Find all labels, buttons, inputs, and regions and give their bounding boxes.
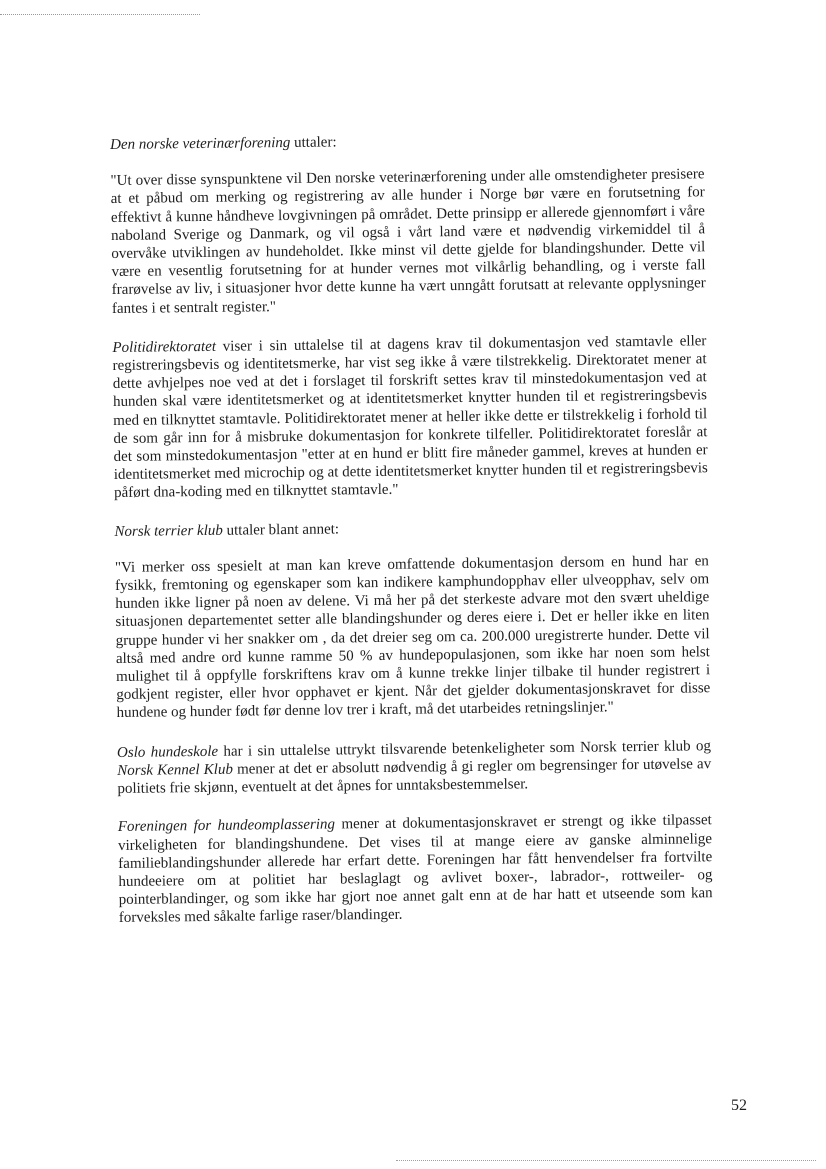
paragraph-text: uttaler: bbox=[290, 134, 337, 151]
organization-name: Norsk Kennel Klub bbox=[117, 761, 234, 779]
paragraph-text: mener at det er absolutt nødvendig å gi regler om begrensinger for utøvelse av politiets frie skjønn, eventuelt at det åpnes for unntaksbestemmelser. bbox=[117, 756, 712, 798]
quote-text: "Vi merker oss spesielt at man kan kreve omfattende dokumentasjon dersom en hund har en fysikk, fremtoning og egenskaper som kan indikere kamphundopphav eller ulveopphav, selv om hunden ikke ligner på noen av delene. Vi må her på det sterkeste advare mot den svært uheldige situasjonen departementet setter alle blandingshunder og deres eiere i. Det er heller ikke en liten gruppe hunder vi her snakker om , da det dreier seg om ca. 200.000 uregistrerte hunder. Dette vil altså med andre ord kunne ramme 50 % av hundepopulasjonen, som ikke har noen som helst mulighet til å oppfylle forskriftens krav om å kunne trekke linjer tilbake til hunder registrert i godkjent register, eller hvor opphavet er kjent. Når det gjelder dokumentasjonskravet for disse hundene og hunder født før denne lov trer i kraft, må det utarbeides retningslinjer." bbox=[114, 553, 711, 722]
organization-name: Oslo hundeskole bbox=[116, 743, 219, 761]
terrier-club-intro bbox=[114, 516, 708, 541]
organization-name: Den norske veterinærforening bbox=[110, 134, 291, 153]
paragraph-text: viser i sin uttalelse til at dagens krav til dokumentasjon ved stamtavle eller registreringsbevis og identitetsmerke, har vist seg ikke å være tilstrekkelig. Direktoratet mener at dette avhjelpes noe ved at det i forslaget til forskrift settes krav til minstedokumentasjon ved at hunden skal være identitetsmerket og at identitetsmerket knytter hunden til et registreringsbevis med en tilknyttet stamtavle. Politidirektoratet mener at heller ikke dette er tilstrekkelig i forhold til de som går inn for å misbruke dokumentasjon for konkrete tilfeller. Politidirektoratet foreslår at det som minstedokumentasjon "etter at en hund er blitt fire måneder gammel, kreves at hunden er identitetsmerket med microchip og at dette identitetsmerket knytter hunden til et registreringsbevis påført dna-koding med en tilknyttet stamtavle." bbox=[112, 333, 708, 502]
quote-text: "Ut over disse synspunktene vil Den norske veterinærforening under alle omstendigheter presisere at et påbud om merking og registrering av alle hunder i Norge bør være en forutsetning for effektivt å kunne håndheve lovgivningen på området. Dette prinsipp er allerede gjennomført i våre naboland Sverige og Danmark, og vil også i vårt land være et nødvendig virkemiddel til å overvåke utviklingen av hundeholdet. Ikke minst vil dette gjelde for blandingshunder. Dette vil være en vesentlig forutsetning for at hunder vernes mot vilkårlig behandling, og i verste fall frarøvelse av liv, i situasjoner hvor dette kunne ha vært unngått forutsatt at relevante opplysninger fantes i et sentralt register." bbox=[110, 166, 706, 317]
veterinary-association-intro bbox=[110, 129, 704, 154]
scan-edge-top bbox=[0, 14, 200, 15]
organization-name: Norsk terrier klub bbox=[114, 522, 223, 540]
document-body bbox=[110, 129, 713, 947]
veterinary-association-quote bbox=[110, 165, 706, 317]
paragraph-text: har i sin uttalelse uttrykt tilsvarende betenkeligheter som Norsk terrier klub og bbox=[218, 737, 712, 760]
paragraph-text: uttaler blant annet: bbox=[222, 521, 340, 539]
terrier-club-quote bbox=[115, 552, 711, 723]
rehoming-association-paragraph bbox=[118, 812, 713, 928]
organization-name: Politidirektoratet bbox=[112, 338, 217, 356]
scan-edge-bottom bbox=[396, 1160, 816, 1161]
police-directorate-paragraph bbox=[112, 332, 708, 503]
dog-school-paragraph bbox=[117, 737, 712, 798]
page-number: 52 bbox=[731, 1097, 747, 1114]
organization-name: Foreningen for hundeomplassering bbox=[117, 816, 336, 836]
paragraph-text: mener at dokumentasjonskravet er strengt og ikke tilpasset virkeligheten for blandingshundene. Det vises til at mange eiere av ganske alminnelige familieblandingshunder allerede har erfart dette. Foreningen har fått henvendelser fra fortvilte hundeeiere om at politiet har beslaglagt og avlivet boxer-, labrador-, rottweiler- og pointerblandinger, og som ikke har gjort noe annet galt enn at de har hatt et utseende som kan forveksles med såkalte farlige raser/blandinger. bbox=[117, 812, 713, 927]
